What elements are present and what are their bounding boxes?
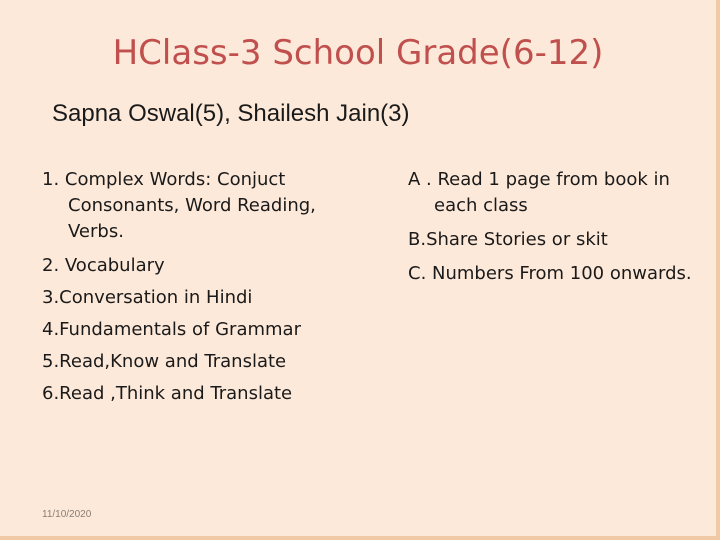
list-item: 5.Read,Know and Translate (42, 351, 287, 372)
right-content-list (408, 167, 708, 295)
list-item: 2. Vocabulary (42, 255, 165, 276)
list-item: 4.Fundamentals of Grammar (42, 319, 301, 340)
left-content-list (42, 167, 362, 413)
list-item: 3.Conversation in Hindi (42, 287, 253, 308)
list-item: 6.Read ,Think and Translate (42, 383, 293, 404)
list-item: 1. Complex Words: Conjuct Consonants, Word Reading, Verbs. (42, 169, 316, 242)
slide-subtitle: Sapna Oswal(5), Shailesh Jain(3) (52, 100, 410, 127)
list-item: B.Share Stories or skit (408, 229, 608, 250)
list-item: C. Numbers From 100 onwards. (408, 263, 692, 284)
slide-date: 11/10/2020 (42, 509, 92, 520)
slide-title: HClass-3 School Grade(6-12) (112, 33, 604, 73)
list-item: A . Read 1 page from book in each class (408, 169, 670, 216)
